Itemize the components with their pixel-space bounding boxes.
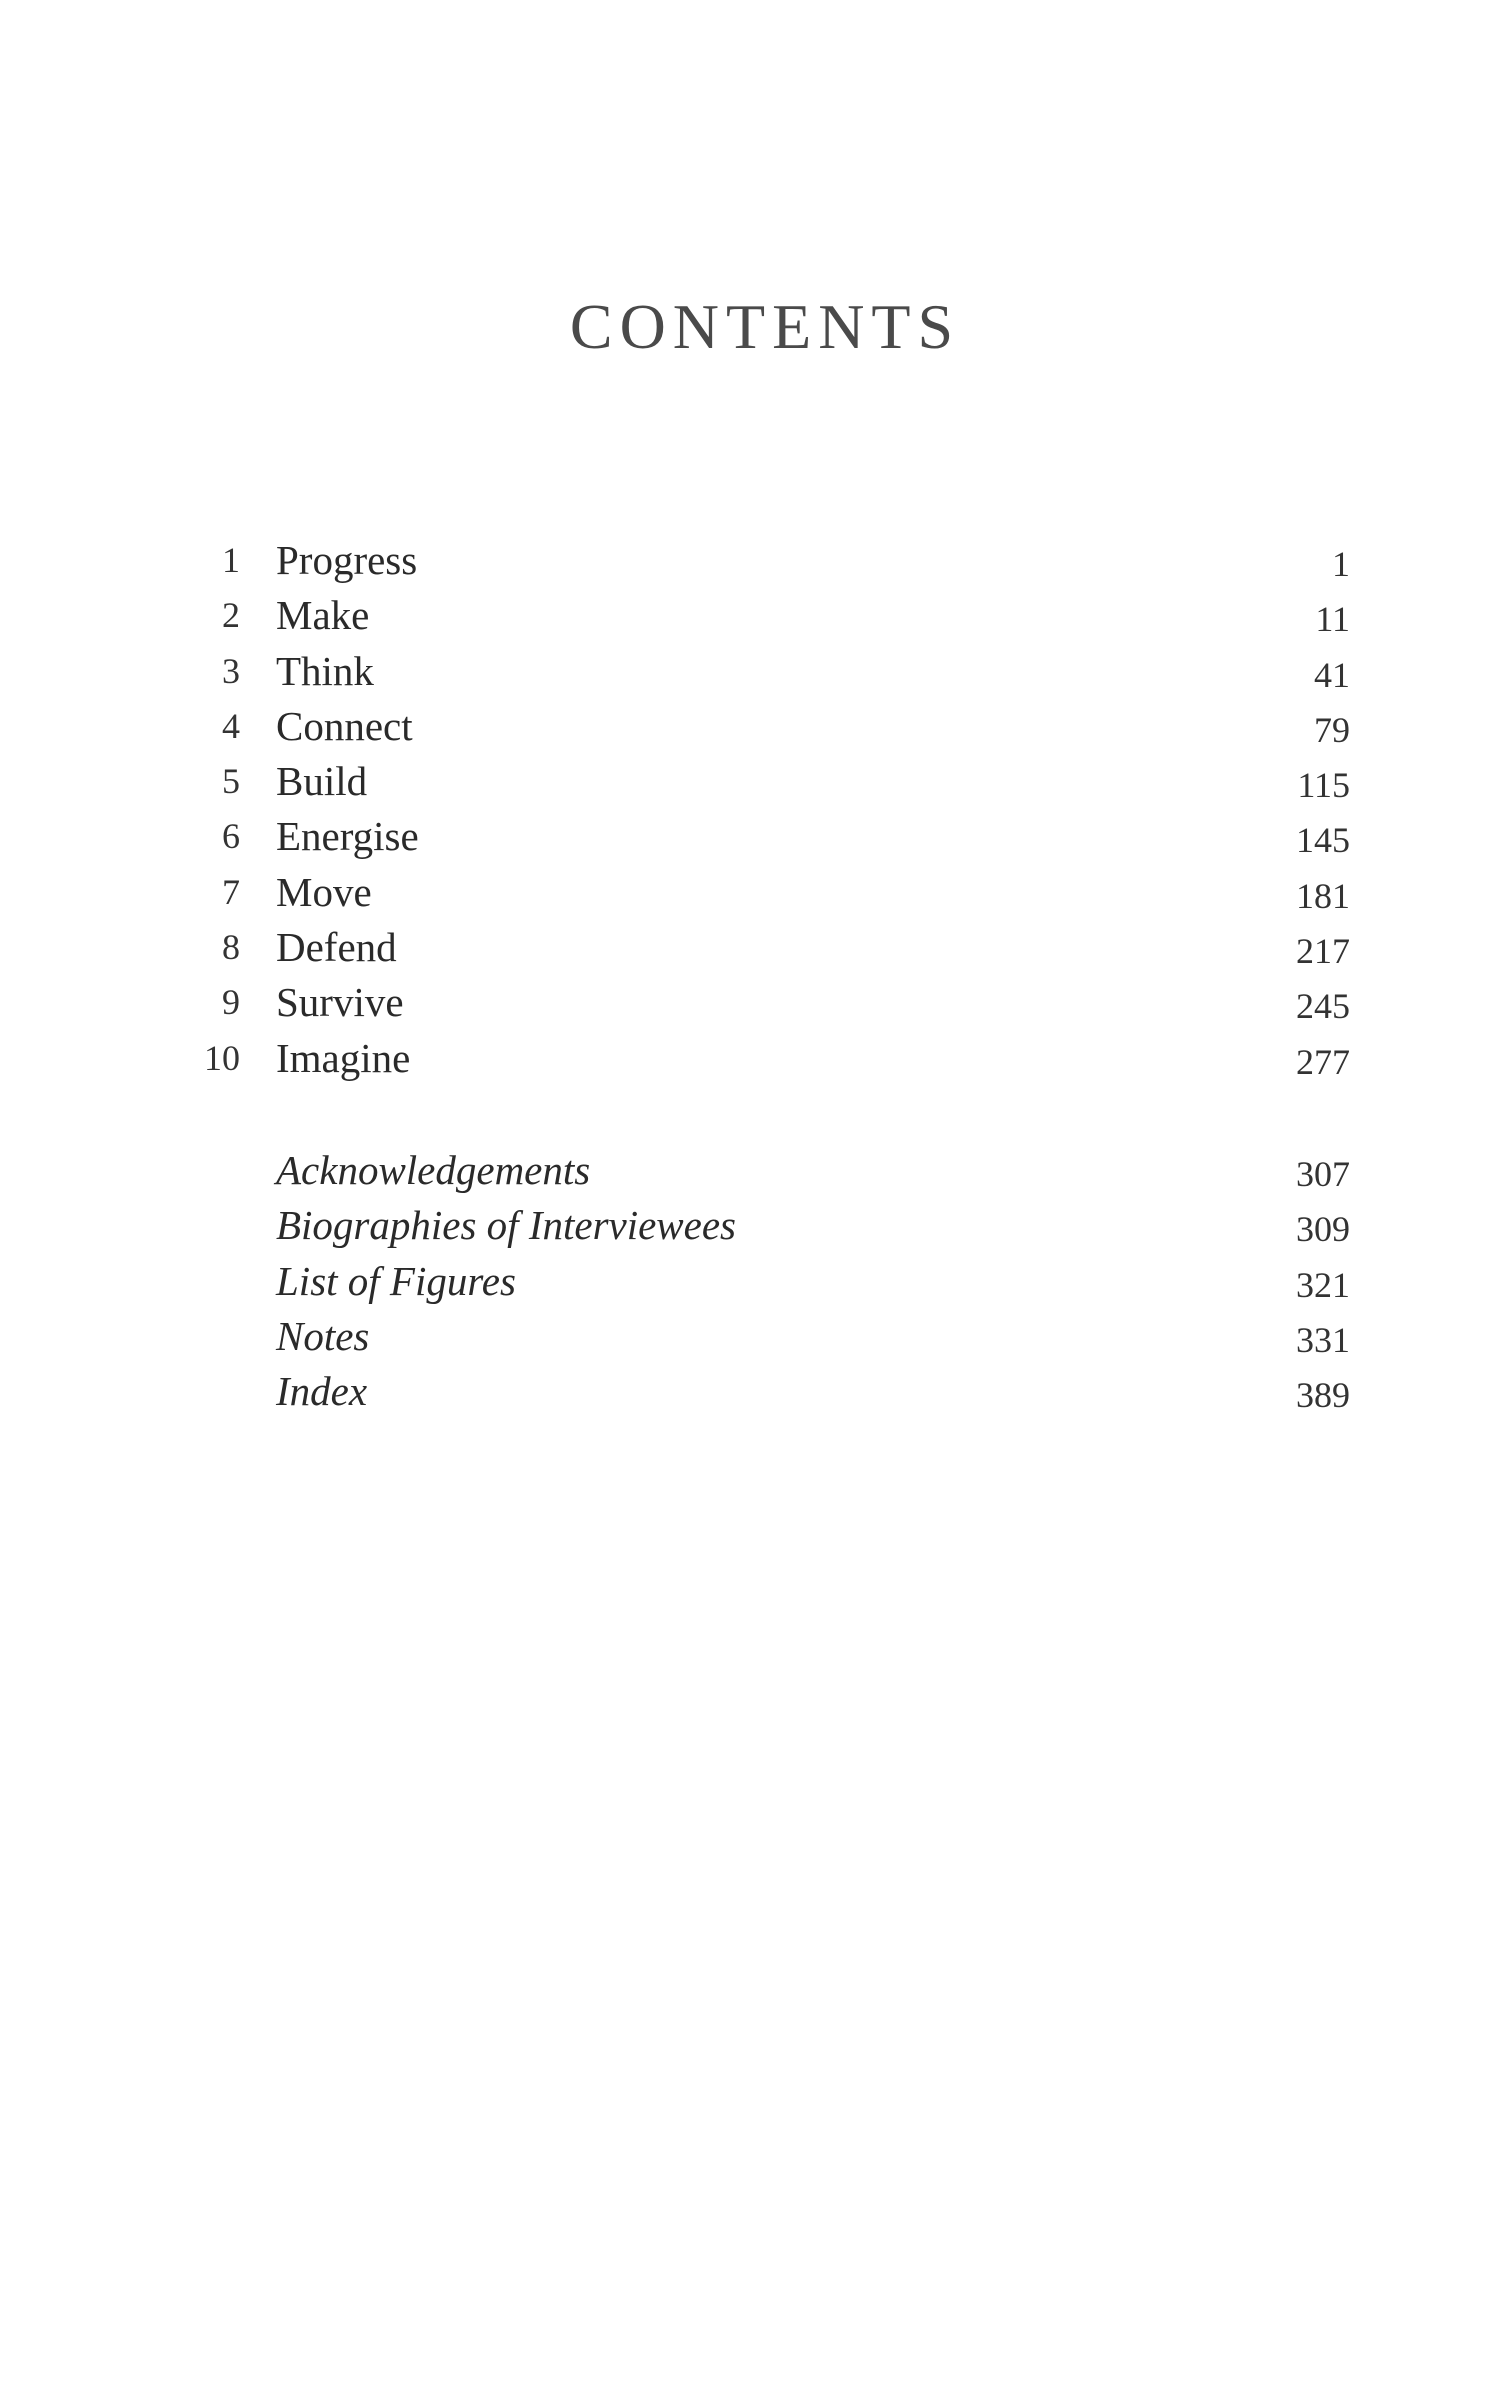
- chapter-title: Make: [276, 592, 370, 639]
- page-title: CONTENTS: [569, 291, 961, 362]
- back-matter-page-number: 309: [1296, 1209, 1350, 1250]
- chapter-page-number: 245: [1296, 986, 1350, 1027]
- chapter-title: Connect: [276, 702, 413, 749]
- back-matter-title: Biographies of Interviewees: [276, 1202, 737, 1249]
- chapter-title: Imagine: [276, 1034, 411, 1081]
- back-matter-page-number: 307: [1296, 1154, 1350, 1194]
- back-matter-title: Acknowledgements: [276, 1147, 591, 1193]
- chapter-entry[interactable]: [0, 1031, 1500, 1086]
- chapter-title: Think: [276, 647, 374, 694]
- back-matter-entry[interactable]: [0, 1364, 1500, 1419]
- chapter-list: [0, 533, 1500, 1086]
- chapter-title: Survive: [276, 979, 404, 1026]
- back-matter-page-number: 321: [1296, 1264, 1350, 1305]
- chapter-page-number: 79: [1314, 709, 1350, 750]
- chapter-title: Energise: [276, 813, 419, 860]
- back-matter-page-number: 389: [1296, 1375, 1350, 1416]
- back-matter-entry[interactable]: [0, 1309, 1500, 1364]
- chapter-page-number: 217: [1296, 931, 1350, 972]
- chapter-title: Move: [276, 868, 372, 915]
- chapter-page-number: 1: [1332, 544, 1350, 584]
- chapter-entry[interactable]: [0, 588, 1500, 643]
- back-matter-list: [0, 1143, 1500, 1419]
- chapter-title: Defend: [276, 924, 397, 971]
- back-matter-entry[interactable]: [0, 1254, 1500, 1309]
- chapter-number: 7: [222, 871, 240, 912]
- back-matter-entry[interactable]: [0, 1143, 1500, 1198]
- chapter-page-number: 277: [1296, 1041, 1350, 1082]
- chapter-number: 2: [222, 595, 240, 636]
- chapter-page-number: 115: [1297, 765, 1350, 806]
- back-matter-entry[interactable]: [0, 1198, 1500, 1253]
- chapter-entry[interactable]: [0, 975, 1500, 1030]
- chapter-number: 8: [222, 927, 240, 968]
- chapter-page-number: 11: [1315, 599, 1350, 640]
- chapter-title: Progress: [276, 537, 418, 583]
- chapter-entry[interactable]: [0, 754, 1500, 809]
- chapter-number: 9: [222, 982, 240, 1023]
- chapter-entry[interactable]: [0, 644, 1500, 699]
- chapter-number: 1: [222, 540, 240, 580]
- chapter-entry[interactable]: [0, 920, 1500, 975]
- back-matter-title: Notes: [276, 1312, 370, 1359]
- chapter-entry[interactable]: [0, 865, 1500, 920]
- chapter-number: 6: [222, 816, 240, 857]
- chapter-number: 5: [222, 761, 240, 802]
- chapter-entry[interactable]: [0, 699, 1500, 754]
- chapter-page-number: 145: [1296, 820, 1350, 861]
- chapter-number: 3: [222, 650, 240, 691]
- chapter-page-number: 181: [1296, 875, 1350, 916]
- back-matter-title: List of Figures: [276, 1257, 516, 1304]
- chapter-page-number: 41: [1314, 654, 1350, 695]
- chapter-entry[interactable]: [0, 809, 1500, 864]
- chapter-number: 4: [222, 705, 240, 746]
- chapter-number: 10: [204, 1037, 240, 1078]
- back-matter-title: Index: [276, 1368, 368, 1415]
- chapter-entry[interactable]: [0, 533, 1500, 588]
- chapter-title: Build: [276, 758, 368, 805]
- back-matter-page-number: 331: [1296, 1319, 1350, 1360]
